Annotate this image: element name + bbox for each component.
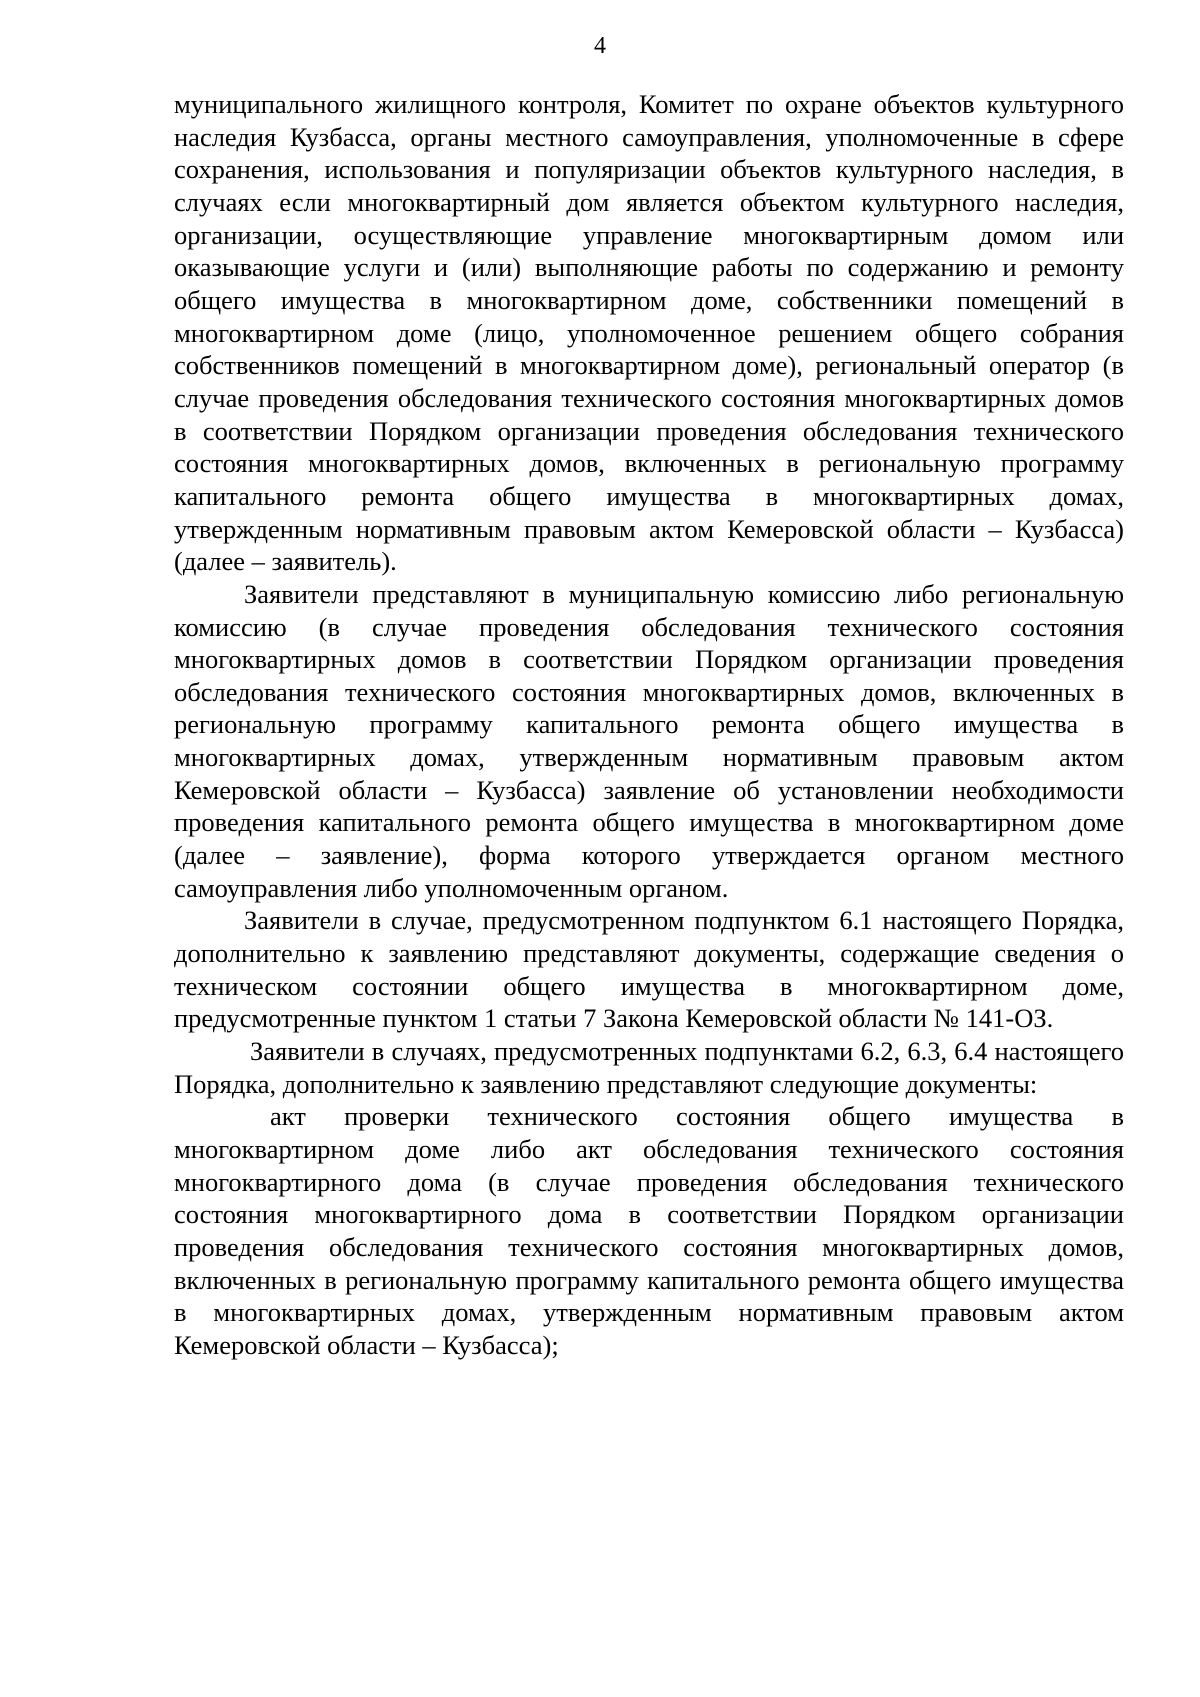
page-number: 4	[594, 33, 606, 59]
list-item-inspection-act: акт проверки технического состояния общего имущества в многоквартирном доме либо акт обследования технического состояния многоквартирного дома (в случае проведения обследования технического состояния многоквартирного дома в соответствии Порядком организации проведения обследования технического состояния многоквартирных домов, включенных в региональную программу капитального ремонта общего имущества в многоквартирных домах, утвержденным нормативным правовым актом Кемеровской области – Кузбасса);	[174, 1101, 1124, 1360]
paragraph-subpoints-6-2-6-4-documents: Заявители в случаях, предусмотренных подпунктами 6.2, 6.3, 6.4 настоящего Порядка, дополнительно к заявлению представляют следующие документы:	[174, 1036, 1124, 1099]
paragraph-application-submission: Заявители представляют в муниципальную комиссию либо региональную комиссию (в случае проведения обследования технического состояния многоквартирных домов в соответствии Порядком организации проведения обследования технического состояния многоквартирных домов, включенных в региональную программу капитального ремонта общего имущества в многоквартирных домах, утвержденным нормативным правовым актом Кемеровской области – Кузбасса) заявление об установлении необходимости проведения капитального ремонта общего имущества в многоквартирном доме (далее – заявление), форма которого утверждается органом местного самоуправления либо уполномоченным органом.	[174, 578, 1124, 903]
document-body	[174, 88, 1124, 1362]
paragraph-applicants-list: муниципального жилищного контроля, Комитет по охране объектов культурного наследия Кузбасса, органы местного самоуправления, уполномоченные в сфере сохранения, использования и популяризации объектов культурного наследия, в случаях если многоквартирный дом является объектом культурного наследия, организации, осуществляющие управление многоквартирным домом или оказывающие услуги и (или) выполняющие работы по содержанию и ремонту общего имущества в многоквартирном доме, собственники помещений в многоквартирном доме (лицо, уполномоченное решением общего собрания собственников помещений в многоквартирном доме), региональный оператор (в случае проведения обследования технического состояния многоквартирных домов в соответствии Порядком организации проведения обследования технического состояния многоквартирных домов, включенных в региональную программу капитального ремонта общего имущества в многоквартирных домах, утвержденным нормативным правовым актом Кемеровской области – Кузбасса) (далее – заявитель).	[174, 89, 1124, 577]
paragraph-subpoint-6-1-documents: Заявители в случае, предусмотренном подпунктом 6.1 настоящего Порядка, дополнительно к заявлению представляют документы, содержащие сведения о техническом состоянии общего имущества в многоквартирном доме, предусмотренные пунктом 1 статьи 7 Закона Кемеровской области № 141-ОЗ.	[174, 905, 1124, 1034]
